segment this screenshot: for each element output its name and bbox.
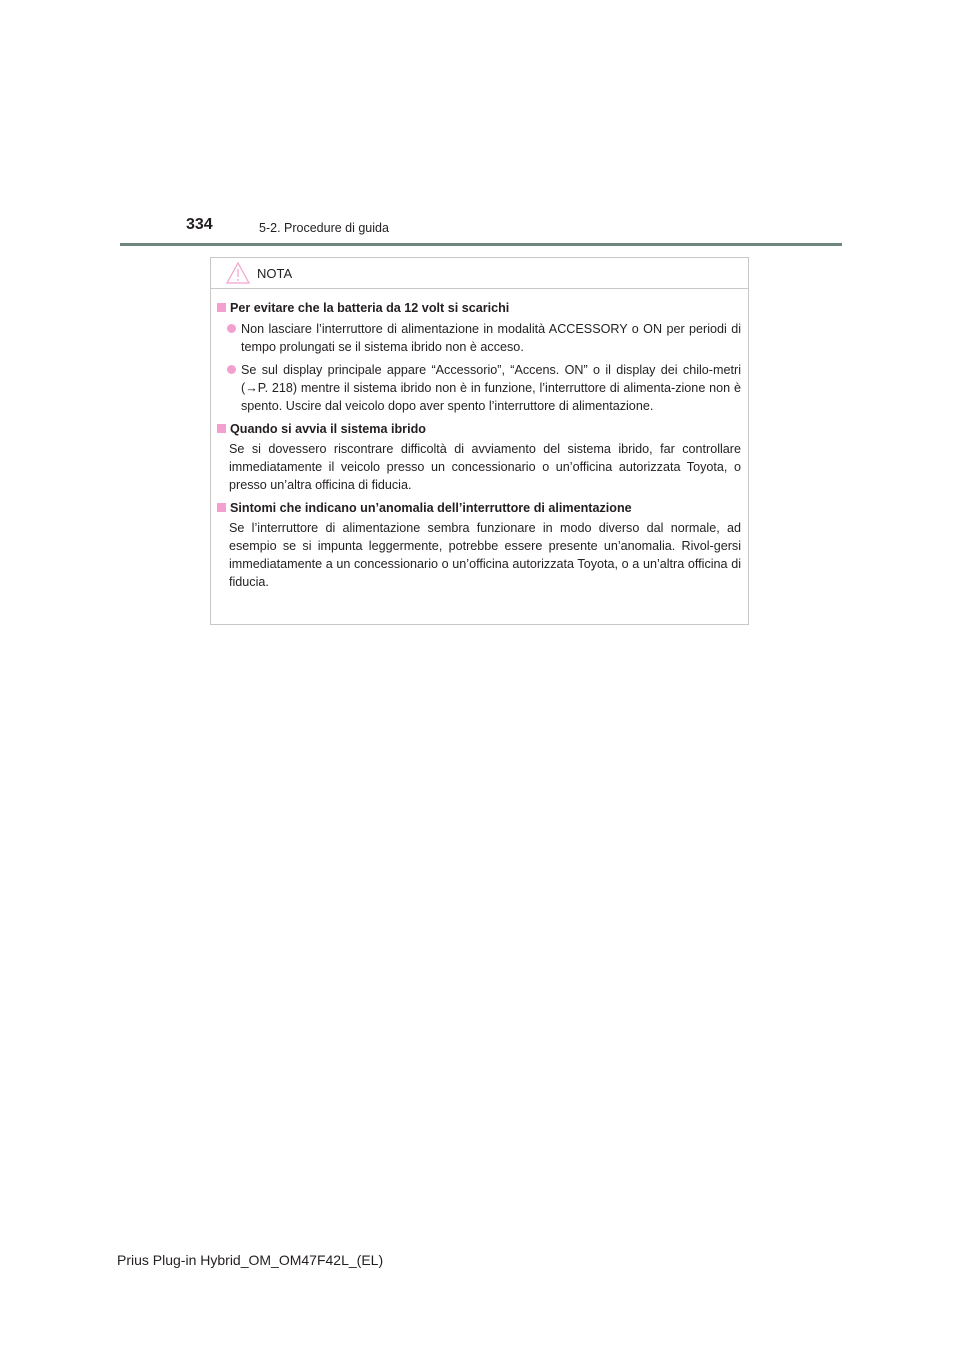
note-header <box>211 258 748 289</box>
item-heading <box>216 420 741 438</box>
note-item-start <box>216 420 741 494</box>
page-number: 334 <box>186 216 213 233</box>
item-heading <box>216 299 741 317</box>
header-rule <box>120 243 842 246</box>
square-bullet-icon <box>217 424 226 433</box>
item-heading-text: Sintomi che indicano un’anomalia dell’interruttore di alimentazione <box>230 501 632 515</box>
square-bullet-icon <box>217 303 226 312</box>
section-title: 5-2. Procedure di guida <box>259 221 389 235</box>
bullet-text: Se sul display principale appare “Accessorio”, “Accens. ON” o il display dei chilo-metri (→P. 218) mentre il sistema ibrido non è in funzione, l’interruttore di alimenta-zione non è spento. Uscire dal veicolo dopo aver spento l’interruttore di alimentazione. <box>241 363 741 413</box>
round-bullet-icon <box>227 365 236 374</box>
note-title: NOTA <box>257 265 293 281</box>
item-paragraph: Se l’interruttore di alimentazione sembra funzionare in modo diverso dal normale, ad esempio se si impunta leggermente, potrebbe essere presente un’anomalia. Rivol-gersi immediatamente a un concessionario o un’officina autorizzata Toyota, o a un’altra officina di fiducia. <box>229 521 741 589</box>
bullet-row <box>227 361 741 415</box>
note-box <box>210 257 749 625</box>
item-paragraph: Se si dovessero riscontrare difficoltà di avviamento del sistema ibrido, far controllare immediatamente il veicolo presso un concessionario o un’officina autorizzata Toyota, o presso un’altra officina di fiducia. <box>229 442 741 492</box>
bullet-row <box>227 320 741 356</box>
item-heading <box>216 499 741 517</box>
item-heading-text: Quando si avvia il sistema ibrido <box>230 422 426 436</box>
note-body <box>211 289 748 591</box>
warning-triangle-icon <box>225 261 251 285</box>
note-item-switch-anomaly <box>216 499 741 591</box>
square-bullet-icon <box>217 503 226 512</box>
item-heading-text: Per evitare che la batteria da 12 volt si scarichi <box>230 301 510 315</box>
note-item-battery <box>216 299 741 415</box>
footer-doc-id: Prius Plug-in Hybrid_OM_OM47F42L_(EL) <box>117 1252 384 1268</box>
bullet-text: Non lasciare l’interruttore di alimentazione in modalità ACCESSORY o ON per periodi di tempo prolungati se il sistema ibrido non è acceso. <box>241 322 741 354</box>
round-bullet-icon <box>227 324 236 333</box>
